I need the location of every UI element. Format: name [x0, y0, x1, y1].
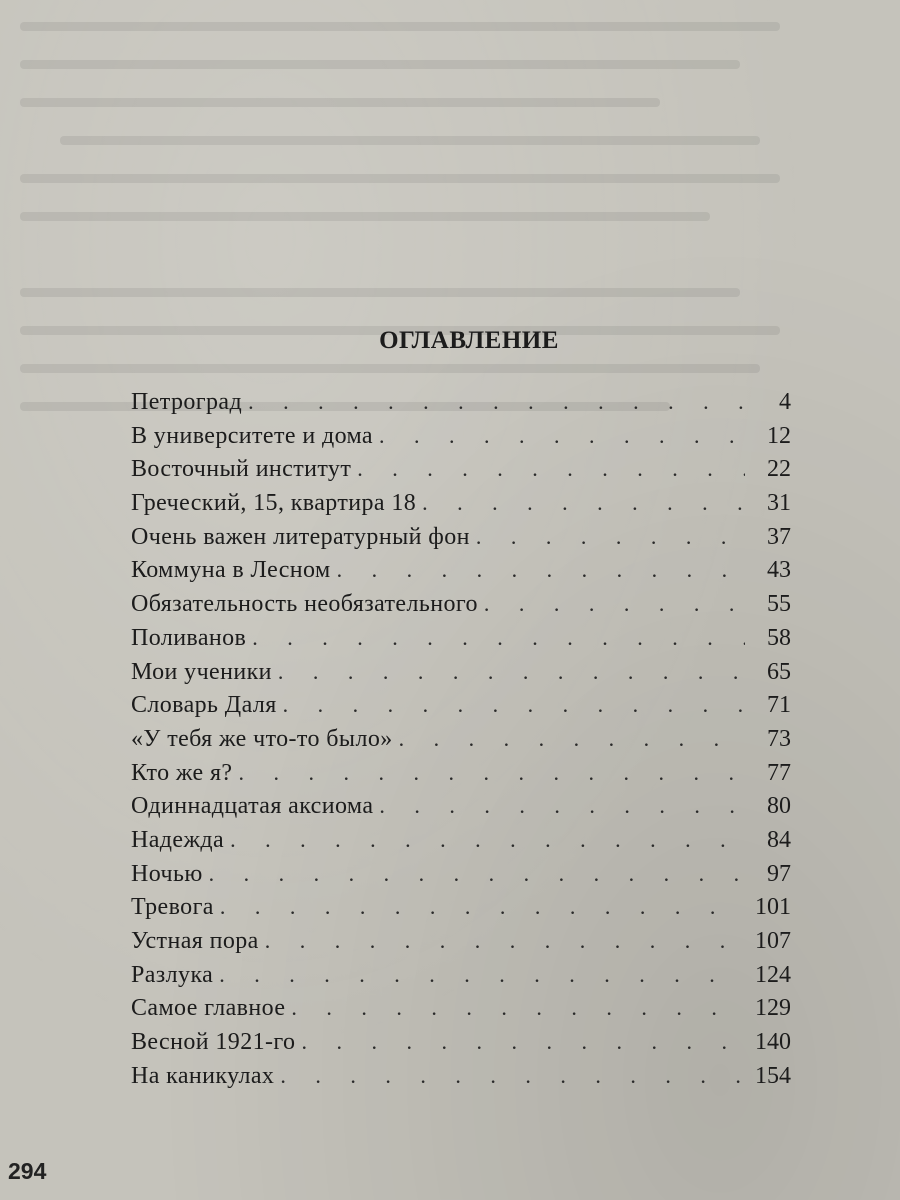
toc-entry [131, 756, 791, 790]
dot-leader [283, 688, 745, 722]
toc-entry [131, 419, 791, 453]
dot-leader [230, 823, 745, 857]
toc-entry-title: Коммуна в Лесном [131, 557, 331, 584]
toc-entry-title: Обязательность необязательного [131, 591, 478, 618]
toc-entry-page: 84 [767, 826, 791, 853]
toc-entry-page: 37 [767, 523, 791, 550]
toc-entry-title: Самое главное [131, 995, 286, 1022]
toc-entry [131, 688, 791, 722]
dot-leader [209, 857, 745, 891]
toc-entry [131, 890, 791, 924]
toc-entry-page: 4 [779, 389, 791, 415]
dot-leader [301, 1025, 745, 1059]
dot-leader [422, 486, 745, 520]
toc-entry [131, 553, 791, 587]
toc-entry [131, 452, 791, 486]
page-number: 294 [8, 1158, 47, 1184]
toc-entry-page: 55 [767, 591, 791, 618]
toc-entry-page: 140 [755, 1029, 791, 1056]
toc-entry-title: Словарь Даля [131, 692, 277, 719]
page-title: ОГЛАВЛЕНИЕ [379, 326, 559, 354]
toc-entry-page: 58 [767, 624, 791, 651]
dot-leader [278, 655, 745, 689]
dot-leader [379, 419, 745, 453]
toc-entry-title: Поливанов [131, 624, 247, 651]
toc-entry-title: Тревога [131, 894, 214, 921]
toc-entry-page: 31 [767, 490, 791, 517]
toc-entry-title: Греческий, 15, квартира 18 [131, 490, 417, 517]
toc-entry [131, 958, 791, 992]
toc-entry-title: Разлука [131, 961, 214, 988]
dot-leader [399, 722, 745, 756]
toc-entry-title: Надежда [131, 826, 225, 853]
toc-entry [131, 857, 791, 891]
dot-leader [357, 452, 745, 486]
toc-entry [131, 520, 791, 554]
toc-entry-title: Весной 1921-го [131, 1029, 296, 1056]
toc-entry [131, 924, 791, 958]
toc-entry-page: 80 [767, 793, 791, 820]
toc-entry-page: 65 [767, 658, 791, 685]
toc-entry-title: В университете и дома [131, 422, 373, 449]
toc-entry-page: 22 [767, 456, 791, 483]
toc-entry-page: 154 [755, 1062, 791, 1089]
dot-leader [252, 621, 745, 655]
toc-entry-page: 71 [767, 692, 791, 719]
toc-entry [131, 1059, 791, 1093]
toc-entry [131, 621, 791, 655]
toc-entry [131, 722, 791, 756]
toc-entry [131, 789, 791, 823]
toc-entry-title: Устная пора [131, 928, 259, 954]
dot-leader [337, 553, 745, 587]
dot-leader [238, 756, 745, 790]
toc-entry [131, 655, 791, 689]
dot-leader [280, 1059, 745, 1093]
toc-entry-title: Одиннадцатая аксиома [131, 793, 374, 820]
toc-entry-page: 12 [767, 422, 791, 449]
toc-entry-page: 107 [755, 928, 791, 954]
toc-entry [131, 991, 791, 1025]
toc-entry-page: 43 [767, 557, 791, 584]
toc-entry-title: Восточный институт [131, 456, 352, 483]
toc-entry-page: 73 [767, 725, 791, 752]
toc-entry-title: Ночью [131, 860, 203, 887]
toc-entry [131, 486, 791, 520]
toc-entry-page: 101 [755, 894, 791, 921]
toc-entry-page: 77 [767, 759, 791, 786]
dot-leader [484, 587, 745, 621]
toc-entry-title: Мои ученики [131, 658, 272, 685]
toc-entry [131, 385, 791, 419]
dot-leader [265, 924, 745, 958]
dot-leader [379, 789, 745, 823]
dot-leader [219, 958, 745, 992]
toc-entry-title: На каникулах [131, 1062, 275, 1089]
toc-entry-page: 129 [755, 995, 791, 1022]
dot-leader [220, 890, 745, 924]
toc-entry-title: Очень важен литературный фон [131, 523, 470, 550]
toc-entry [131, 587, 791, 621]
toc-entry [131, 1025, 791, 1059]
toc-entry-title: Кто же я? [131, 759, 233, 786]
toc-entry-page: 97 [767, 860, 791, 887]
dot-leader [248, 385, 745, 419]
dot-leader [291, 991, 745, 1025]
toc-entry-page: 124 [755, 961, 791, 988]
toc-entry [131, 823, 791, 857]
toc-entry-title: «У тебя же что-то было» [131, 725, 393, 752]
toc-entry-title: Петроград [131, 389, 243, 415]
dot-leader [476, 520, 745, 554]
table-of-contents [131, 385, 791, 1092]
